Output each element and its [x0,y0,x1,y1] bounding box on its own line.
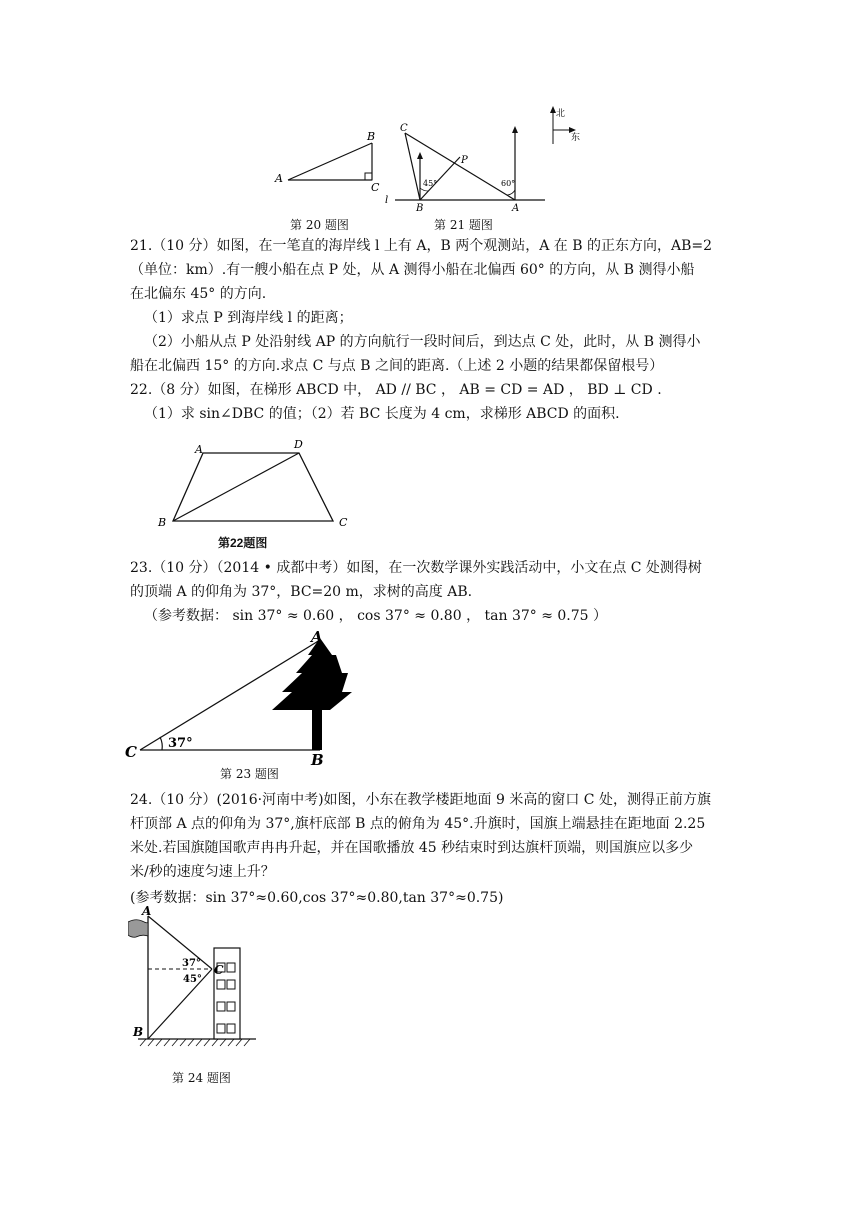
fig21-east-label: 东 [571,133,581,143]
q22-line-2: （1）求 sin∠DBC 的值；（2）若 BC 长度为 4 cm，求梯形 ABCD 的面积. [144,406,620,422]
fig23-angle-label: 37° [168,736,193,751]
fig22-label-a: A [195,443,203,456]
fig23-label-a: A [311,630,323,646]
fig24-angle-37: 37° [182,958,201,969]
fig21-label-p: P [461,155,468,166]
fig20-label-b: B [367,130,376,143]
figure-24-caption: 第 24 题图 [172,1071,231,1085]
fig23-label-c: C [125,743,137,761]
q21-line-1: 21.（10 分）如图，在一笔直的海岸线 l 上有 A，B 两个观测站，A 在 B 的正东方向，AB=2 [130,238,712,254]
figure-20-triangle [270,128,390,198]
figure-23-caption: 第 23 题图 [220,767,279,781]
fig21-label-c: C [400,123,408,134]
q23-line-1: 23.（10 分）（2014 • 成都中考）如图，在一次数学课外实践活动中，小文在点 C 处测得树 [130,560,702,576]
figure-21-caption: 第 21 题图 [434,218,493,232]
fig22-label-d: D [294,438,303,451]
fig21-label-l: l [385,195,389,206]
fig24-angle-45: 45° [183,974,202,985]
q23-reference-data: （参考数据： sin 37° ≈ 0.60 ， cos 37° ≈ 0.80 ， tan 37° ≈ 0.75 ） [144,608,608,624]
q24-line-4: 米/秒的速度匀速上升？ [130,864,275,880]
q22-line-1: 22.（8 分）如图，在梯形 ABCD 中， AD // BC ， AB = CD = AD ， BD ⊥ CD . [130,382,662,398]
figure-23-tree [122,630,352,765]
fig24-label-c: C [214,963,224,977]
figure-22-trapezoid [155,436,360,536]
q21-line-6: 船在北偏西 15° 的方向.求点 C 与点 B 之间的距离.（上述 2 小题的结果都保留根号） [130,358,664,374]
q23-line-2: 的顶端 A 的仰角为 37°，BC=20 m，求树的高度 AB. [130,584,473,600]
fig21-angle-60: 60° [501,179,516,188]
q21-subquestion-2: （2）小船从点 P 处沿射线 AP 的方向航行一段时间后，到达点 C 处，此时，从 B 测得小 [144,334,701,350]
fig21-north-label: 北 [556,109,566,119]
q21-line-3: 在北偏东 45° 的方向. [130,286,267,302]
fig20-label-c: C [371,181,380,194]
fig21-angle-45: 45° [423,179,438,188]
q24-line-3: 米处.若国旗随国歌声冉冉升起，并在国歌播放 45 秒结束时到达旗杆顶端，则国旗应以多少 [130,840,694,856]
figure-24-flagpole [128,906,263,1051]
fig24-label-a: A [142,906,152,918]
fig21-label-b: B [416,203,424,214]
figure-22-caption: 第22题图 [218,536,268,550]
figure-20-caption: 第 20 题图 [290,218,349,232]
q24-line-2: 杆顶部 A 点的仰角为 37°,旗杆底部 B 点的俯角为 45°.升旗时，国旗上端悬挂在距地面 2.25 [130,816,706,832]
fig24-label-b: B [133,1025,144,1039]
fig21-label-a: A [512,203,520,214]
fig22-label-c: C [339,516,348,529]
q24-reference-data: (参考数据：sin 37°≈0.60,cos 37°≈0.80,tan 37°≈0.75) [130,890,504,906]
fig20-label-a: A [275,172,283,185]
q21-subquestion-1: （1）求点 P 到海岸线 l 的距离； [144,310,353,326]
fig23-label-b: B [311,751,324,765]
q24-line-1: 24.（10 分）(2016·河南中考)如图，小东在教学楼距地面 9 米高的窗口 C 处，测得正前方旗 [130,792,711,808]
fig22-label-b: B [158,516,167,529]
q21-line-2: （单位：km）.有一艘小船在点 P 处，从 A 测得小船在北偏西 60° 的方向，从 B 测得小船 [130,262,695,278]
figure-21-diagram [385,100,585,215]
